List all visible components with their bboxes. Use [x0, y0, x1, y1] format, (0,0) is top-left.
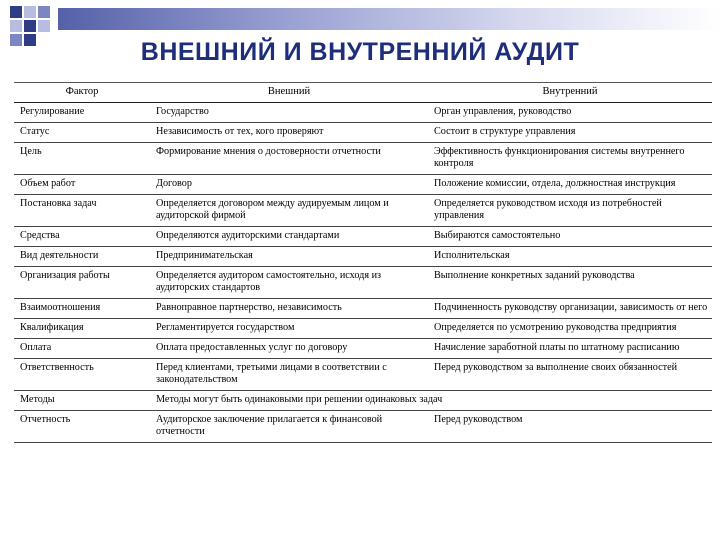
table-row	[14, 143, 712, 175]
cell-internal: Подчиненность руководству организации, зависимость от него	[428, 299, 712, 319]
cell-factor: Методы	[14, 391, 150, 411]
cell-factor: Вид деятельности	[14, 247, 150, 267]
cell-factor: Отчетность	[14, 411, 150, 443]
cell-internal: Положение комиссии, отдела, должностная инструкция	[428, 175, 712, 195]
cell-internal: Перед руководством	[428, 411, 712, 443]
cell-internal: Перед руководством за выполнение своих обязанностей	[428, 359, 712, 391]
table-row	[14, 267, 712, 299]
decor-square	[24, 6, 36, 18]
cell-external: Формирование мнения о достоверности отчетности	[150, 143, 428, 175]
cell-factor: Ответственность	[14, 359, 150, 391]
cell-internal: Выполнение конкретных заданий руководства	[428, 267, 712, 299]
table-header-row	[14, 83, 712, 103]
table-row	[14, 247, 712, 267]
cell-external: Предпринимательская	[150, 247, 428, 267]
cell-internal: Определяется по усмотрению руководства предприятия	[428, 319, 712, 339]
cell-external: Независимость от тех, кого проверяют	[150, 123, 428, 143]
table-row	[14, 227, 712, 247]
decor-square	[38, 20, 50, 32]
column-header-external: Внешний	[150, 83, 428, 103]
slide-title: ВНЕШНИЙ И ВНУТРЕННИЙ АУДИТ	[140, 38, 580, 66]
column-header-factor: Фактор	[14, 83, 150, 103]
cell-factor: Оплата	[14, 339, 150, 359]
decor-square	[10, 20, 22, 32]
column-header-internal: Внутренний	[428, 83, 712, 103]
cell-external: Договор	[150, 175, 428, 195]
table-row	[14, 391, 712, 411]
cell-factor: Постановка задач	[14, 195, 150, 227]
cell-internal: Начисление заработной платы по штатному расписанию	[428, 339, 712, 359]
table-body	[14, 103, 712, 443]
table-row	[14, 123, 712, 143]
comparison-table	[14, 82, 712, 443]
cell-internal: Выбираются самостоятельно	[428, 227, 712, 247]
table-row	[14, 319, 712, 339]
decor-square	[10, 6, 22, 18]
cell-internal: Орган управления, руководство	[428, 103, 712, 123]
cell-external: Регламентируется государством	[150, 319, 428, 339]
cell-shared: Методы могут быть одинаковыми при решении одинаковых задач	[150, 391, 712, 411]
decor-square	[38, 6, 50, 18]
cell-external: Определяются аудиторскими стандартами	[150, 227, 428, 247]
table-row	[14, 175, 712, 195]
table-row	[14, 339, 712, 359]
cell-factor: Объем работ	[14, 175, 150, 195]
table-row	[14, 359, 712, 391]
decor-square	[24, 20, 36, 32]
cell-external: Перед клиентами, третьими лицами в соответствии с законодательством	[150, 359, 428, 391]
table-row	[14, 103, 712, 123]
cell-external: Равноправное партнерство, независимость	[150, 299, 428, 319]
cell-factor: Организация работы	[14, 267, 150, 299]
cell-factor: Взаимоотношения	[14, 299, 150, 319]
cell-factor: Регулирование	[14, 103, 150, 123]
cell-factor: Квалификация	[14, 319, 150, 339]
table-row	[14, 411, 712, 443]
cell-external: Оплата предоставленных услуг по договору	[150, 339, 428, 359]
cell-internal: Состоит в структуре управления	[428, 123, 712, 143]
cell-factor: Статус	[14, 123, 150, 143]
table-row	[14, 299, 712, 319]
cell-external: Определяется договором между аудируемым лицом и аудиторской фирмой	[150, 195, 428, 227]
cell-internal: Эффективность функционирования системы внутреннего контроля	[428, 143, 712, 175]
cell-external: Определяется аудитором самостоятельно, исходя из аудиторских стандартов	[150, 267, 428, 299]
table-row	[14, 195, 712, 227]
cell-internal: Исполнительская	[428, 247, 712, 267]
header-gradient-bar	[58, 8, 720, 30]
cell-factor: Средства	[14, 227, 150, 247]
cell-external: Государство	[150, 103, 428, 123]
cell-factor: Цель	[14, 143, 150, 175]
cell-external: Аудиторское заключение прилагается к финансовой отчетности	[150, 411, 428, 443]
cell-internal: Определяется руководством исходя из потребностей управления	[428, 195, 712, 227]
